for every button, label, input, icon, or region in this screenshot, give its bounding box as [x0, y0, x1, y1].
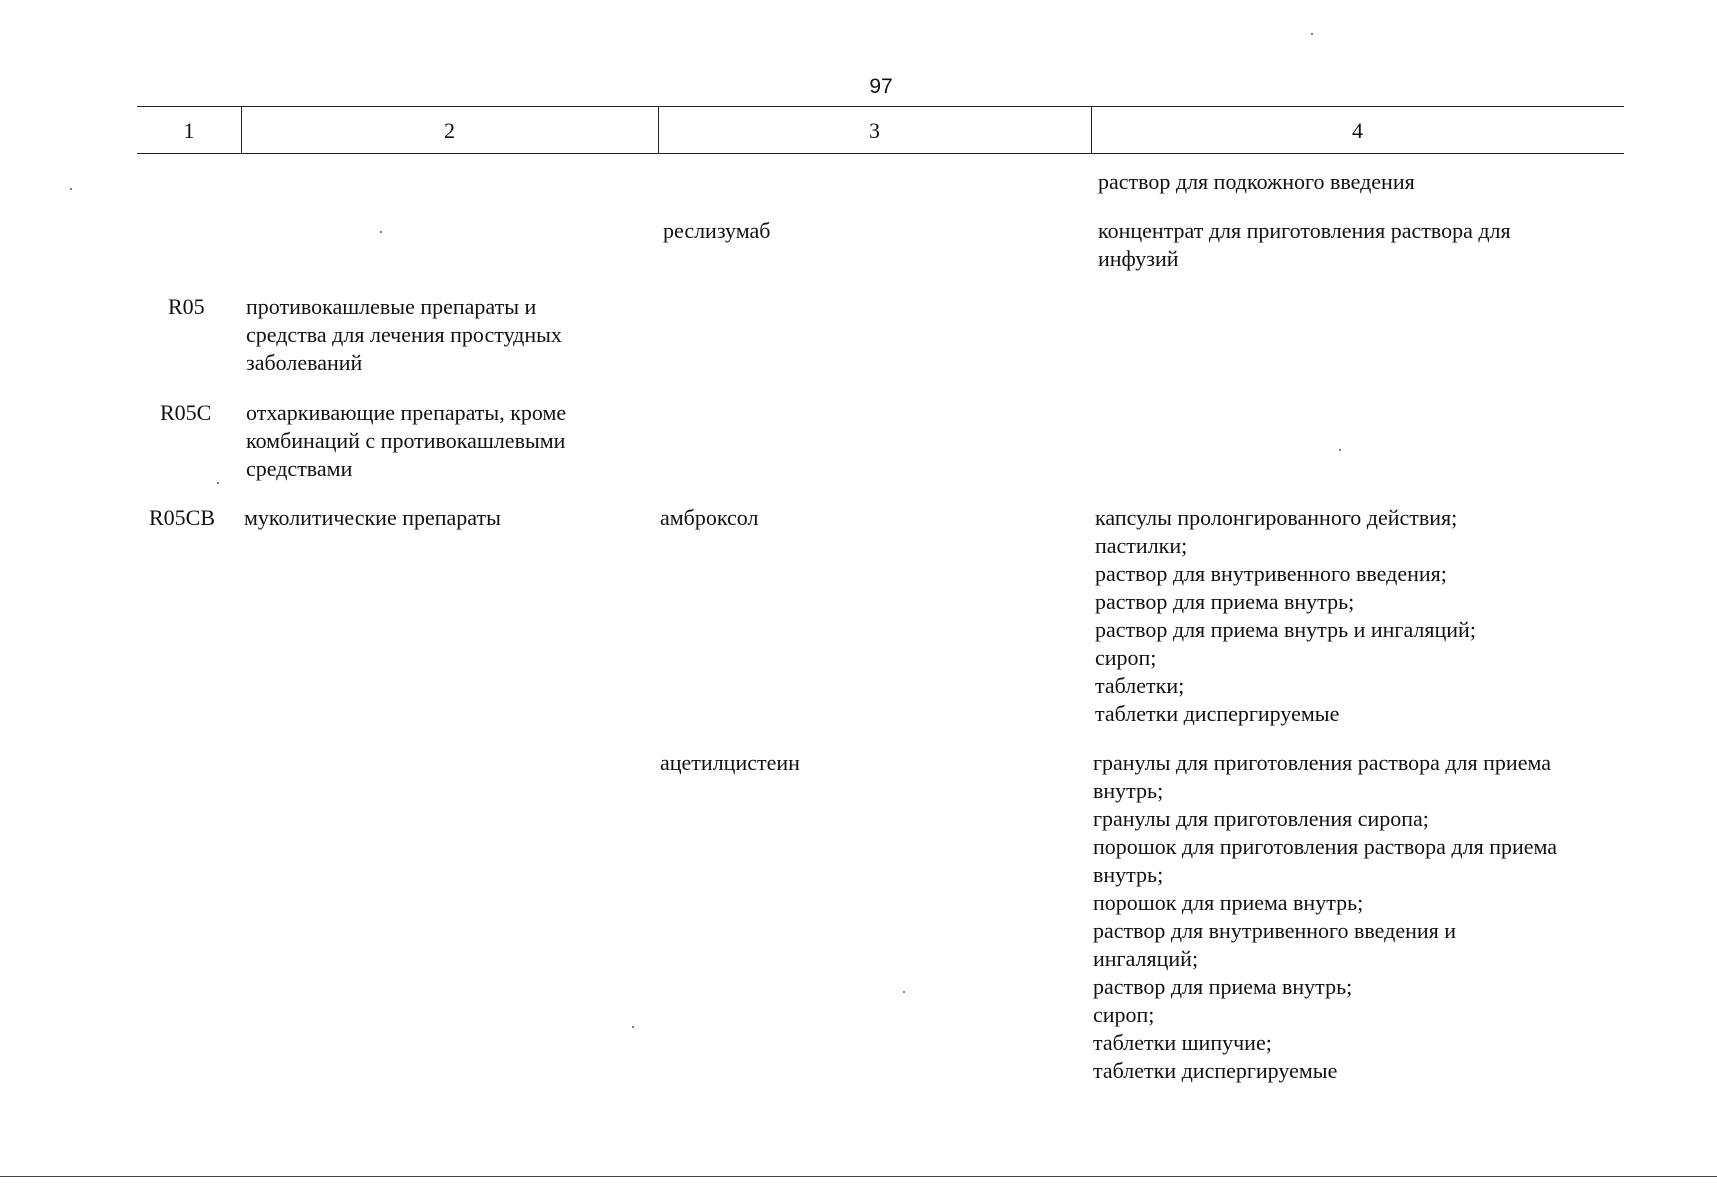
table-row-forms	[1093, 749, 1557, 1085]
dosage-form-line: порошок для приготовления раствора для приема	[1093, 834, 1558, 859]
dosage-form-line: таблетки диспергируемые	[1093, 1058, 1338, 1083]
dosage-form-line: раствор для приема внутрь;	[1093, 974, 1353, 999]
column-header-4: 4	[1352, 118, 1363, 143]
scan-speck	[632, 1026, 634, 1028]
dosage-form-line: раствор для подкожного введения	[1098, 169, 1415, 194]
drug-name: амброксол	[660, 505, 759, 530]
dosage-form-line: гранулы для приготовления сиропа;	[1093, 806, 1429, 831]
scan-speck	[903, 991, 905, 993]
atc-group-name	[244, 504, 501, 532]
scan-speck	[380, 231, 382, 233]
page-number: 97	[869, 75, 893, 98]
group-name-line: отхаркивающие препараты, кроме	[246, 400, 567, 425]
dosage-form-line: внутрь;	[1093, 778, 1164, 803]
table-row-forms	[1095, 504, 1476, 728]
dosage-form-line: раствор для внутривенного введения;	[1095, 561, 1447, 586]
table-row-forms	[1098, 168, 1415, 196]
scan-speck	[1311, 33, 1313, 35]
dosage-form-line: сироп;	[1095, 645, 1157, 670]
scan-speck	[70, 188, 72, 190]
scan-bottom-line	[0, 1176, 1717, 1177]
drug-name: ацетилцистеин	[660, 750, 800, 775]
dosage-form-line: раствор для приема внутрь;	[1095, 589, 1355, 614]
dosage-form-line: концентрат для приготовления раствора для	[1098, 218, 1511, 243]
column-header-3: 3	[869, 118, 880, 143]
dosage-form-line: раствор для приема внутрь и ингаляций;	[1095, 617, 1476, 642]
group-name-line: средствами	[246, 456, 353, 481]
atc-group-name	[246, 399, 566, 483]
atc-code: R05CB	[149, 505, 216, 530]
group-name-line: муколитические препараты	[244, 505, 501, 530]
group-name-line: средства для лечения простудных	[246, 322, 562, 347]
table-top-rule	[137, 106, 1624, 107]
drug-name: реслизумаб	[663, 218, 771, 243]
atc-code: R05	[168, 294, 205, 319]
column-header-1: 1	[183, 118, 195, 143]
group-name-line: заболеваний	[246, 350, 363, 375]
dosage-form-line: таблетки диспергируемые	[1095, 701, 1340, 726]
dosage-form-line: пастилки;	[1095, 533, 1188, 558]
dosage-form-line: внутрь;	[1093, 862, 1164, 887]
dosage-form-line: таблетки;	[1095, 673, 1185, 698]
scan-speck	[1339, 449, 1341, 451]
dosage-form-line: сироп;	[1093, 1002, 1155, 1027]
group-name-line: противокашлевые препараты и	[246, 294, 537, 319]
dosage-form-line: таблетки шипучие;	[1093, 1030, 1272, 1055]
atc-code: R05C	[160, 400, 212, 425]
column-header-2: 2	[444, 118, 455, 143]
dosage-form-line: ингаляций;	[1093, 946, 1199, 971]
scan-speck	[217, 482, 219, 484]
atc-group-name	[246, 293, 562, 377]
table-row-forms	[1098, 217, 1511, 273]
dosage-form-line: капсулы пролонгированного действия;	[1095, 505, 1458, 530]
dosage-form-line: раствор для внутривенного введения и	[1093, 918, 1457, 943]
table-header-bottom-rule	[137, 153, 1624, 154]
dosage-form-line: порошок для приема внутрь;	[1093, 890, 1364, 915]
dosage-form-line: инфузий	[1098, 246, 1179, 271]
group-name-line: комбинаций с противокашлевыми	[246, 428, 566, 453]
dosage-form-line: гранулы для приготовления раствора для приема	[1093, 750, 1551, 775]
